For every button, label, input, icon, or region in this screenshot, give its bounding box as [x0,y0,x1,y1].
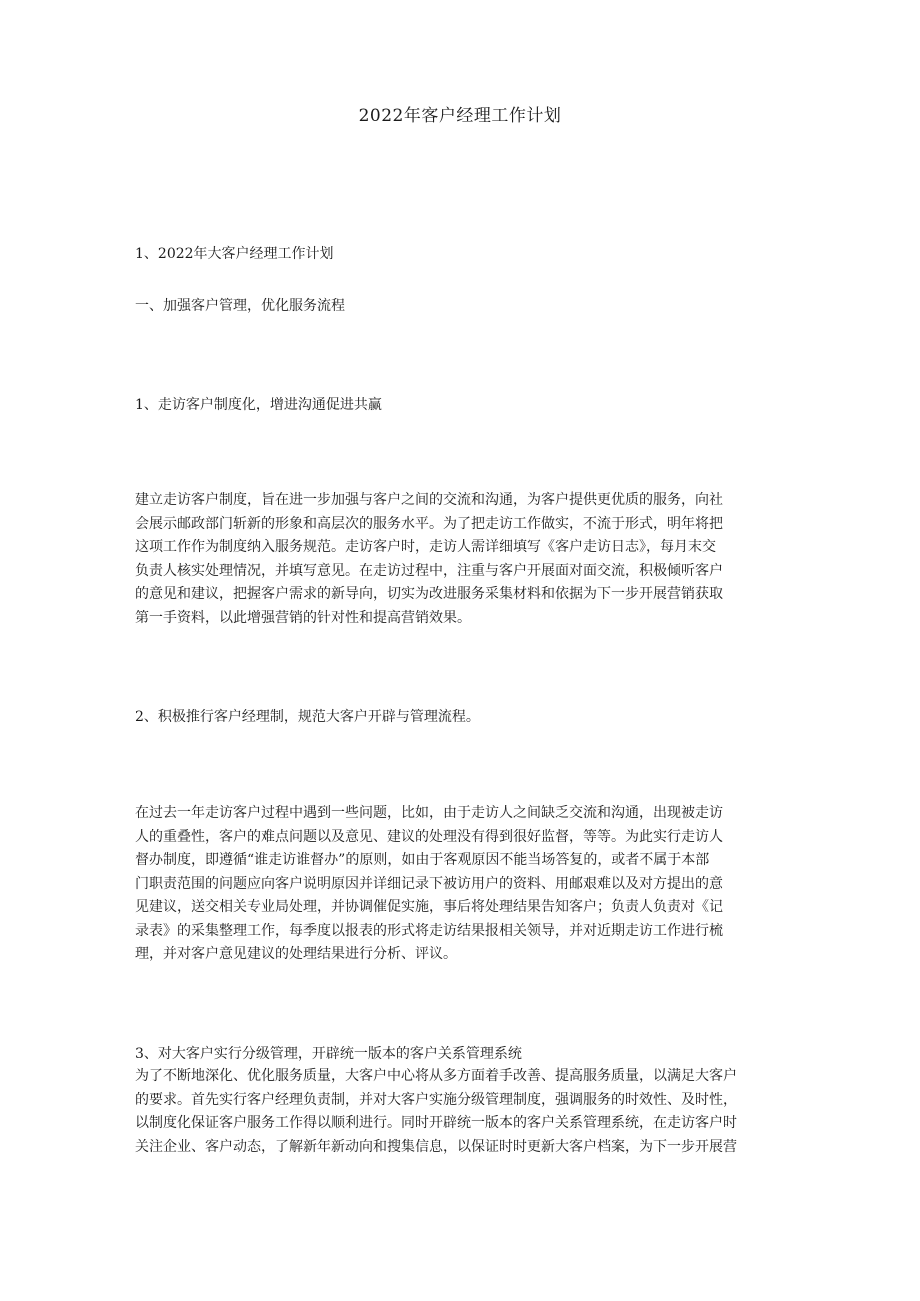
paragraph-line: 门职责范围的问题应向客户说明原因并详细记录下被访用户的资料、用邮艰难以及对方提出的意 [135,875,723,892]
paragraph-line: 负责人核实处理情况，并填写意见。在走访过程中，注重与客户开展面对面交流，积极倾听客户 [135,562,723,579]
paragraph-line: 建立走访客户制度，旨在进一步加强与客户之间的交流和沟通，为客户提供更优质的服务，向社 [135,492,723,508]
paragraph-account-manager [135,802,803,967]
heading-plan: 1、2022年大客户经理工作计划 [135,246,334,262]
paragraph-line: 人的重叠性，客户的难点问题以及意见、建议的处理没有得到很好监督，等等。为此实行走访人 [135,828,723,845]
paragraph-line: 会展示邮政部门斩新的形象和高层次的服务水平。为了把走访工作做实，不流于形式，明年将把 [135,515,723,532]
paragraph-line: 这项工作作为制度纳入服务规范。走访客户时，走访人需详细填写《客户走访日志》，每月末交 [135,539,716,555]
section-heading-customer-management: 一、加强客户管理，优化服务流程 [135,298,345,314]
paragraph-line: 关注企业、客户动态，了解新年新动向和搜集信息，以保证时时更新大客户档案，为下一步开展营 [135,1138,737,1155]
item-heading-visit-system: 1、走访客户制度化，增进沟通促进共赢 [135,397,382,413]
paragraph-line: 为了不断地深化、优化服务质量，大客户中心将从多方面着手改善、提高服务质量，以满足大客户 [135,1068,737,1084]
item-heading-account-manager: 2、积极推行客户经理制，规范大客户开辟与管理流程。 [135,709,480,725]
item-heading-tiered-management: 3、对大客户实行分级管理，开辟统一版本的客户关系管理系统 [135,1046,522,1062]
document-title: 2022年客户经理工作计划 [358,106,562,126]
paragraph-line: 的要求。首先实行客户经理负责制，并对大客户实施分级管理制度，强调服务的时效性、及时性， [135,1091,737,1108]
paragraph-line: 的意见和建议，把握客户需求的新导向，切实为改进服务采集材料和依据为下一步开展营销获取 [135,586,723,602]
paragraph-line: 理，并对客户意见建议的处理结果进行分析、评议。 [135,946,457,962]
paragraph-line: 以制度化保证客户服务工作得以顺利进行。同时开辟统一版本的客户关系管理系统，在走访客户时 [135,1115,737,1131]
paragraph-line: 录表》的采集整理工作，每季度以报表的形式将走访结果报相关领导，并对近期走访工作进行梳 [135,922,723,939]
paragraph-line: 督办制度，即遵循“谁走访谁督办”的原则，如由于客观原因不能当场答复的，或者不属于本部 [135,852,710,868]
paragraph-line: 见建议，送交相关专业局处理，并协调催促实施，事后将处理结果告知客户；负责人负责对《记 [135,899,723,915]
paragraph-line: 在过去一年走访客户过程中遇到一些问题，比如，由于走访人之间缺乏交流和沟通，出现被走访 [135,805,723,821]
paragraph-tiered-management [135,1065,803,1159]
paragraph-visit-system [135,489,803,630]
paragraph-line: 第一手资料，以此增强营销的针对性和提高营销效果。 [135,609,471,626]
